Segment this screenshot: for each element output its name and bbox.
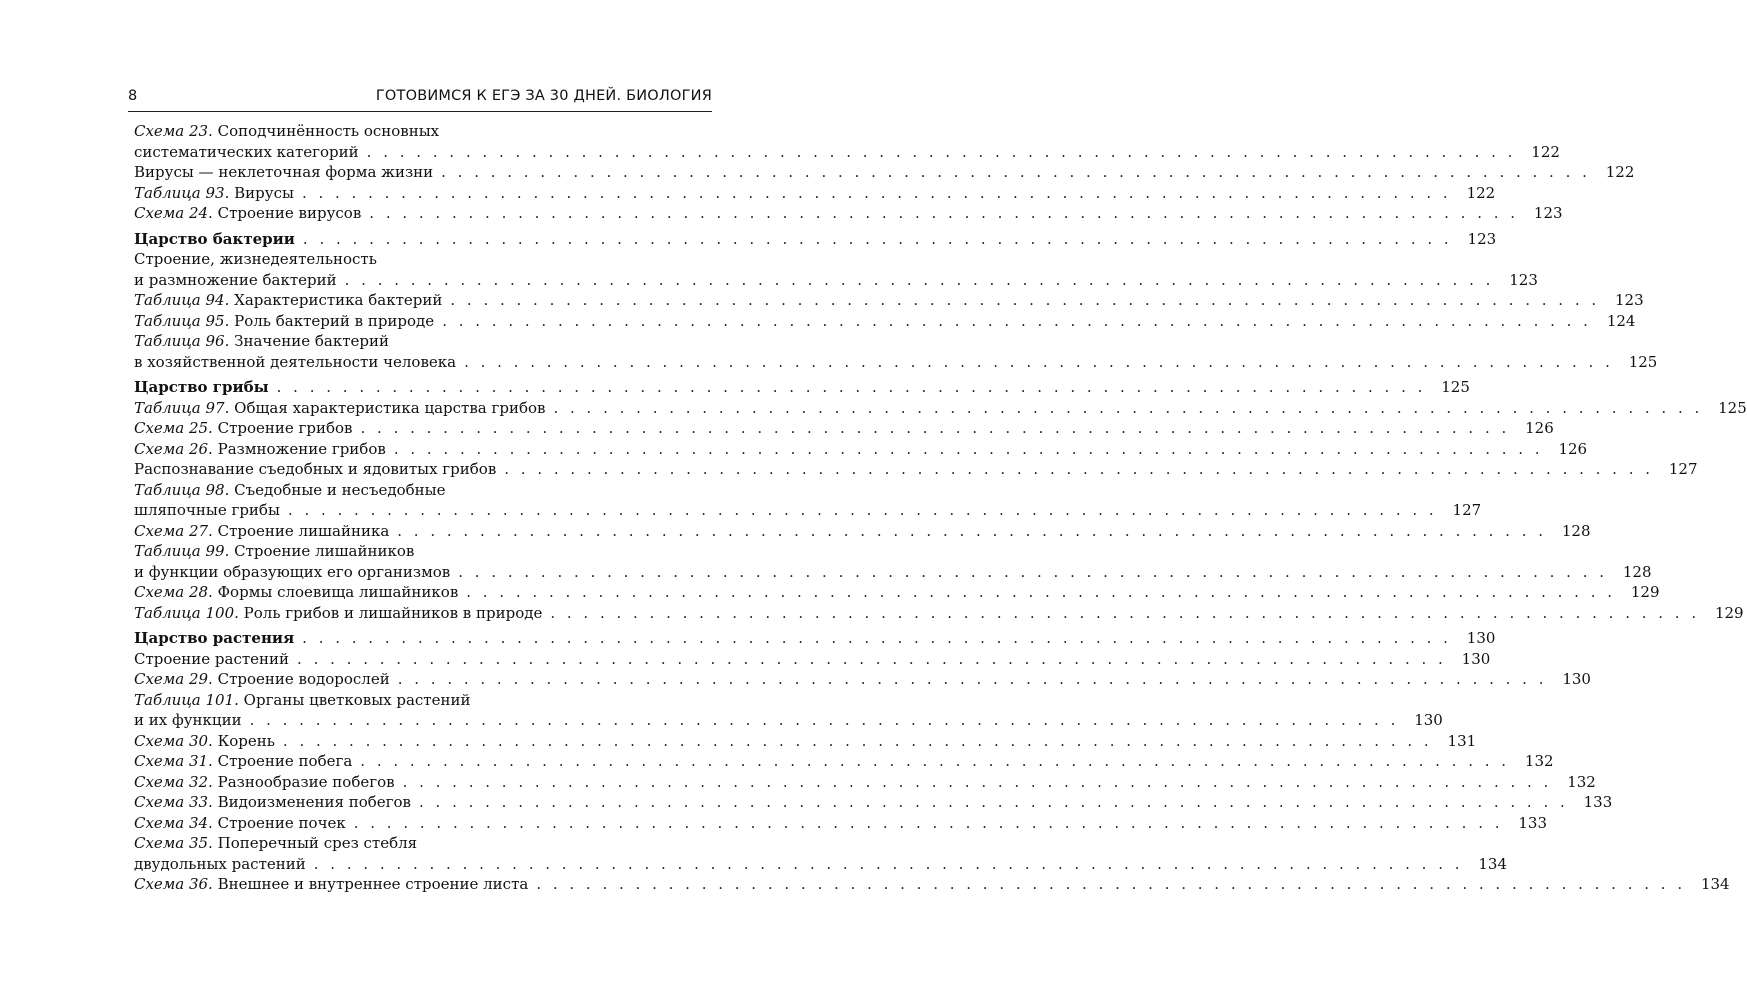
toc-line: [134, 290, 1644, 311]
toc-text: Размножение грибов: [217, 439, 386, 458]
toc-text: систематических категорий: [134, 142, 359, 161]
toc-page-number: 132: [1567, 772, 1596, 791]
toc-page-number: 130: [1562, 670, 1591, 688]
toc-line: [134, 582, 1660, 603]
toc-line: [134, 229, 1497, 250]
toc-title: [134, 628, 294, 649]
toc-text: Корень: [217, 731, 275, 750]
dot-leader: . . . . . . . . . . . . . . . . . . . . . . . . . . . . . . . . . . . . . . . . . . . . . . . . . . . . . . . . . . . . . . . . . . . . . .: [504, 460, 1654, 478]
toc-page-number: 124: [1606, 311, 1636, 330]
toc-text: Органы цветковых растений: [243, 690, 471, 709]
toc-label: Таблица 94.: [134, 291, 230, 309]
toc-text: Роль бактерий в природе: [234, 311, 435, 330]
dot-leader: . . . . . . . . . . . . . . . . . . . . . . . . . . . . . . . . . . . . . . . . . . . . . . . . . . . . . . . . . . . . . . . . . . . . . .: [450, 291, 1600, 309]
toc-page-number: 125: [1628, 352, 1658, 371]
toc-line: [134, 669, 1591, 690]
toc-title: [134, 162, 433, 183]
dot-leader: . . . . . . . . . . . . . . . . . . . . . . . . . . . . . . . . . . . . . . . . . . . . . . . . . . . . . . . . . . . . . . . . . . . . . .: [282, 731, 1433, 750]
toc-page-number: 129: [1630, 583, 1660, 601]
toc-label: Схема 34.: [134, 813, 213, 832]
toc-line: [134, 377, 1470, 398]
toc-entry: [134, 772, 1596, 793]
toc-line: [134, 398, 1747, 419]
dot-leader: . . . . . . . . . . . . . . . . . . . . . . . . . . . . . . . . . . . . . . . . . . . . . . . . . . . . . . . . . . . . . . . . . . . . . .: [297, 649, 1447, 668]
toc-line: [134, 270, 1538, 291]
toc-label: Таблица 97.: [134, 398, 230, 417]
toc-text: Строение вирусов: [217, 204, 362, 222]
toc-line: [134, 690, 712, 711]
toc-text: Значение бактерий: [234, 332, 389, 350]
toc-title: [134, 459, 496, 480]
toc-text: Формы слоевища лишайников: [217, 583, 459, 601]
toc-text: Вирусы: [234, 183, 294, 202]
toc-text: двудольных растений: [134, 854, 306, 873]
toc-label: Таблица 99.: [134, 542, 230, 560]
toc-title: [134, 203, 361, 224]
toc-label: Схема 28.: [134, 583, 213, 601]
toc-text: и функции образующих его организмов: [134, 562, 451, 581]
dot-leader: . . . . . . . . . . . . . . . . . . . . . . . . . . . . . . . . . . . . . . . . . . . . . . . . . . . . . . . . . . . . . . . . . . . . . .: [302, 629, 1452, 647]
toc-label: Схема 31.: [134, 752, 213, 770]
toc-label: Схема 24.: [134, 204, 213, 222]
dot-leader: . . . . . . . . . . . . . . . . . . . . . . . . . . . . . . . . . . . . . . . . . . . . . . . . . . . . . . . . . . . . . . . . . . . . . .: [353, 813, 1503, 832]
toc-label: Таблица 93.: [134, 183, 230, 202]
toc-title: [134, 352, 456, 373]
toc-line: [134, 731, 1477, 752]
toc-title: [134, 229, 295, 250]
toc-title: [134, 332, 389, 350]
toc-title: [134, 813, 346, 834]
toc-entry: [134, 377, 1470, 398]
dot-leader: . . . . . . . . . . . . . . . . . . . . . . . . . . . . . . . . . . . . . . . . . . . . . . . . . . . . . . . . . . . . . . . . . . . . . .: [397, 521, 1547, 540]
toc-entry: [134, 582, 1660, 603]
toc-entry: [134, 459, 1698, 480]
toc-entry: [134, 813, 1547, 834]
toc-entry: [134, 121, 1560, 162]
toc-page-number: 123: [1615, 291, 1644, 309]
toc-title: [134, 500, 280, 521]
toc-text: Строение лишайника: [217, 521, 390, 540]
toc-label: Схема 29.: [134, 670, 213, 688]
toc-entry: [134, 649, 1491, 670]
toc-entry: [134, 874, 1730, 895]
toc-text: Строение лишайников: [234, 542, 415, 560]
header-divider: [128, 111, 712, 112]
toc-entry: [134, 290, 1644, 311]
dot-leader: . . . . . . . . . . . . . . . . . . . . . . . . . . . . . . . . . . . . . . . . . . . . . . . . . . . . . . . . . . . . . . . . . . . . . .: [276, 378, 1426, 396]
dot-leader: . . . . . . . . . . . . . . . . . . . . . . . . . . . . . . . . . . . . . . . . . . . . . . . . . . . . . . . . . . . . . . . . . . . . . .: [249, 711, 1399, 729]
toc-page-number: 128: [1561, 521, 1591, 540]
toc-title: [134, 649, 289, 670]
toc-line: [134, 562, 1652, 583]
toc-page-number: 126: [1558, 439, 1588, 458]
page-number: 8: [128, 88, 138, 104]
toc-entry: [134, 398, 1747, 419]
toc-label: Схема 23.: [134, 122, 213, 140]
toc-line: [134, 541, 712, 562]
toc-label: Таблица 98.: [134, 480, 230, 499]
toc-title: [134, 377, 269, 398]
toc-page-number: 122: [1466, 183, 1496, 202]
toc-page-number: 134: [1478, 854, 1508, 873]
toc-line: [134, 418, 1554, 439]
toc-line: [134, 833, 712, 854]
toc-label: Схема 27.: [134, 521, 213, 540]
toc-text: Внешнее и внутреннее строение листа: [217, 875, 529, 893]
toc-line: [134, 121, 712, 142]
toc-title: [134, 792, 411, 813]
toc-title: [134, 710, 242, 731]
toc-text: Строение почек: [217, 813, 346, 832]
toc-line: [134, 628, 1496, 649]
toc-page-number: 127: [1668, 460, 1698, 478]
toc-text: Разнообразие побегов: [217, 772, 395, 791]
toc-title: [134, 481, 446, 499]
toc-text: Соподчинённость основных: [217, 122, 440, 140]
dot-leader: . . . . . . . . . . . . . . . . . . . . . . . . . . . . . . . . . . . . . . . . . . . . . . . . . . . . . . . . . . . . . . . . . . . . . .: [458, 562, 1608, 581]
toc-title: [134, 603, 542, 624]
toc-line: [134, 500, 1482, 521]
toc-title: [134, 731, 275, 752]
toc-entry: [134, 669, 1591, 690]
toc-title: [134, 751, 352, 772]
toc-label: Таблица 101.: [134, 690, 239, 709]
toc-text: и их функции: [134, 711, 242, 729]
toc-label: Схема 36.: [134, 875, 213, 893]
toc-text: Распознавание съедобных и ядовитых грибов: [134, 460, 497, 478]
dot-leader: . . . . . . . . . . . . . . . . . . . . . . . . . . . . . . . . . . . . . . . . . . . . . . . . . . . . . . . . . . . . . . . . . . . . . .: [302, 229, 1453, 248]
toc-text: Строение грибов: [217, 419, 353, 437]
toc-text: Царство растения: [134, 629, 295, 647]
toc-label: Схема 33.: [134, 793, 213, 811]
toc-label: Схема 30.: [134, 731, 213, 750]
toc-entry: [134, 162, 1635, 183]
toc-text: и размножение бактерий: [134, 270, 337, 289]
toc-entry: [134, 541, 1652, 582]
toc-title: [134, 311, 434, 332]
toc-entry: [134, 480, 1482, 521]
toc-line: [134, 854, 1508, 875]
toc-title: [134, 772, 395, 793]
toc-entry: [134, 833, 1508, 874]
toc-title: [134, 270, 337, 291]
toc-title: [134, 398, 545, 419]
toc-text: Вирусы — неклеточная форма жизни: [134, 163, 434, 181]
toc-entry: [134, 183, 1496, 204]
toc-page-number: 122: [1605, 163, 1635, 181]
toc-line: [134, 352, 1658, 373]
page-header: [128, 88, 712, 110]
toc-title: [134, 542, 414, 560]
dot-leader: . . . . . . . . . . . . . . . . . . . . . . . . . . . . . . . . . . . . . . . . . . . . . . . . . . . . . . . . . . . . . . . . . . . . . .: [397, 670, 1547, 688]
toc-entry: [134, 521, 1591, 542]
toc-page-number: 132: [1524, 752, 1554, 770]
toc-line: [134, 772, 1596, 793]
toc-line: [134, 792, 1613, 813]
dot-leader: . . . . . . . . . . . . . . . . . . . . . . . . . . . . . . . . . . . . . . . . . . . . . . . . . . . . . . . . . . . . . . . . . . . . . .: [466, 583, 1616, 601]
dot-leader: . . . . . . . . . . . . . . . . . . . . . . . . . . . . . . . . . . . . . . . . . . . . . . . . . . . . . . . . . . . . . . . . . . . . . .: [419, 793, 1569, 811]
toc-label: Схема 32.: [134, 772, 213, 791]
toc-line: [134, 521, 1591, 542]
dot-leader: . . . . . . . . . . . . . . . . . . . . . . . . . . . . . . . . . . . . . . . . . . . . . . . . . . . . . . . . . . . . . . . . . . . . . .: [366, 142, 1516, 161]
toc-line: [134, 874, 1730, 895]
toc-line: [134, 249, 712, 270]
toc-entry: [134, 418, 1554, 439]
toc-text: Роль грибов и лишайников в природе: [243, 603, 543, 622]
toc-line: [134, 603, 1744, 624]
toc-page-number: 122: [1531, 142, 1560, 161]
dot-leader: . . . . . . . . . . . . . . . . . . . . . . . . . . . . . . . . . . . . . . . . . . . . . . . . . . . . . . . . . . . . . . . . . . . . . .: [553, 398, 1703, 417]
toc-page-number: 134: [1700, 875, 1730, 893]
dot-leader: . . . . . . . . . . . . . . . . . . . . . . . . . . . . . . . . . . . . . . . . . . . . . . . . . . . . . . . . . . . . . . . . . . . . . .: [313, 854, 1464, 873]
toc-line: [134, 331, 712, 352]
toc-page-number: 123: [1467, 229, 1497, 248]
toc-title: [134, 874, 528, 895]
dot-leader: . . . . . . . . . . . . . . . . . . . . . . . . . . . . . . . . . . . . . . . . . . . . . . . . . . . . . . . . . . . . . . . . . . . . . .: [550, 603, 1700, 622]
dot-leader: . . . . . . . . . . . . . . . . . . . . . . . . . . . . . . . . . . . . . . . . . . . . . . . . . . . . . . . . . . . . . . . . . . . . . .: [344, 270, 1494, 289]
toc-page-number: 130: [1461, 649, 1491, 668]
toc-title: [134, 582, 458, 603]
dot-leader: . . . . . . . . . . . . . . . . . . . . . . . . . . . . . . . . . . . . . . . . . . . . . . . . . . . . . . . . . . . . . . . . . . . . . .: [402, 772, 1552, 791]
toc-entry: [134, 603, 1744, 624]
toc-label: Таблица 100.: [134, 603, 239, 622]
toc-entry: [134, 628, 1496, 649]
toc-text: Строение водорослей: [217, 670, 390, 688]
toc-entry: [134, 229, 1497, 250]
toc-title: [134, 854, 306, 875]
dot-leader: . . . . . . . . . . . . . . . . . . . . . . . . . . . . . . . . . . . . . . . . . . . . . . . . . . . . . . . . . . . . . . . . . . . . . .: [360, 752, 1510, 770]
toc-page-number: 126: [1525, 419, 1554, 437]
toc-label: Схема 26.: [134, 439, 213, 458]
toc-label: Таблица 96.: [134, 332, 230, 350]
toc-entry: [134, 203, 1563, 224]
toc-page-number: 129: [1714, 603, 1744, 622]
dot-leader: . . . . . . . . . . . . . . . . . . . . . . . . . . . . . . . . . . . . . . . . . . . . . . . . . . . . . . . . . . . . . . . . . . . . . .: [464, 352, 1614, 371]
toc-entry: [134, 439, 1588, 460]
toc-title: [134, 439, 386, 460]
toc-entry: [134, 331, 1658, 372]
toc-entry: [134, 731, 1477, 752]
toc-entry: [134, 690, 1443, 731]
toc-entry: [134, 792, 1613, 813]
toc-text: Царство грибы: [134, 378, 269, 396]
toc-page-number: 131: [1447, 731, 1477, 750]
toc-text: Поперечный срез стебля: [217, 834, 418, 852]
toc-page-number: 123: [1509, 270, 1538, 289]
toc-page-number: 125: [1718, 398, 1747, 417]
toc-title: [134, 290, 442, 311]
toc-page-number: 130: [1414, 711, 1443, 729]
toc-line: [134, 459, 1698, 480]
toc-entry: [134, 249, 1538, 290]
toc-text: Строение побега: [217, 752, 353, 770]
toc-line: [134, 813, 1547, 834]
table-of-contents: [134, 121, 1747, 895]
toc-text: Характеристика бактерий: [234, 291, 443, 309]
toc-title: [134, 418, 353, 439]
toc-title: [134, 521, 389, 542]
toc-title: [134, 834, 417, 852]
dot-leader: . . . . . . . . . . . . . . . . . . . . . . . . . . . . . . . . . . . . . . . . . . . . . . . . . . . . . . . . . . . . . . . . . . . . . .: [301, 183, 1452, 202]
toc-entry: [134, 311, 1636, 332]
toc-line: [134, 480, 712, 501]
toc-page-number: 123: [1533, 204, 1563, 222]
toc-line: [134, 183, 1496, 204]
dot-leader: . . . . . . . . . . . . . . . . . . . . . . . . . . . . . . . . . . . . . . . . . . . . . . . . . . . . . . . . . . . . . . . . . . . . . .: [442, 311, 1592, 330]
toc-line: [134, 142, 1560, 163]
toc-label: Схема 25.: [134, 419, 213, 437]
toc-title: [134, 669, 390, 690]
toc-line: [134, 311, 1636, 332]
toc-text: в хозяйственной деятельности человека: [134, 352, 457, 371]
toc-text: Общая характеристика царства грибов: [234, 398, 546, 417]
toc-title: [134, 142, 359, 163]
toc-line: [134, 649, 1491, 670]
dot-leader: . . . . . . . . . . . . . . . . . . . . . . . . . . . . . . . . . . . . . . . . . . . . . . . . . . . . . . . . . . . . . . . . . . . . . .: [360, 419, 1510, 437]
toc-entry: [134, 751, 1554, 772]
toc-line: [134, 203, 1563, 224]
toc-text: шляпочные грибы: [134, 501, 280, 519]
toc-label: Схема 35.: [134, 834, 213, 852]
toc-title: [134, 122, 439, 140]
running-title: ГОТОВИМСЯ К ЕГЭ ЗА 30 ДНЕЙ. БИОЛОГИЯ: [375, 88, 712, 104]
toc-line: [134, 751, 1554, 772]
toc-label: Таблица 95.: [134, 311, 230, 330]
toc-text: Царство бактерии: [134, 229, 295, 248]
toc-page-number: 130: [1466, 629, 1496, 647]
toc-line: [134, 162, 1635, 183]
toc-title: [134, 250, 377, 268]
toc-title: [134, 562, 450, 583]
toc-page-number: 127: [1452, 501, 1482, 519]
toc-line: [134, 710, 1443, 731]
toc-text: Строение растений: [134, 649, 290, 668]
toc-line: [134, 439, 1588, 460]
toc-text: Строение, жизнедеятельность: [134, 250, 377, 268]
toc-title: [134, 691, 470, 709]
dot-leader: . . . . . . . . . . . . . . . . . . . . . . . . . . . . . . . . . . . . . . . . . . . . . . . . . . . . . . . . . . . . . . . . . . . . . .: [393, 439, 1544, 458]
toc-page-number: 128: [1622, 562, 1652, 581]
dot-leader: . . . . . . . . . . . . . . . . . . . . . . . . . . . . . . . . . . . . . . . . . . . . . . . . . . . . . . . . . . . . . . . . . . . . . .: [287, 501, 1438, 519]
toc-page-number: 133: [1583, 793, 1613, 811]
toc-text: Съедобные и несъедобные: [234, 480, 446, 499]
toc-text: Видоизменения побегов: [217, 793, 411, 811]
toc-page-number: 125: [1441, 378, 1470, 396]
toc-page-number: 133: [1518, 813, 1547, 832]
toc-title: [134, 183, 294, 204]
dot-leader: . . . . . . . . . . . . . . . . . . . . . . . . . . . . . . . . . . . . . . . . . . . . . . . . . . . . . . . . . . . . . . . . . . . . . .: [369, 204, 1519, 222]
dot-leader: . . . . . . . . . . . . . . . . . . . . . . . . . . . . . . . . . . . . . . . . . . . . . . . . . . . . . . . . . . . . . . . . . . . . . .: [536, 875, 1686, 893]
dot-leader: . . . . . . . . . . . . . . . . . . . . . . . . . . . . . . . . . . . . . . . . . . . . . . . . . . . . . . . . . . . . . . . . . . . . . .: [441, 163, 1591, 181]
